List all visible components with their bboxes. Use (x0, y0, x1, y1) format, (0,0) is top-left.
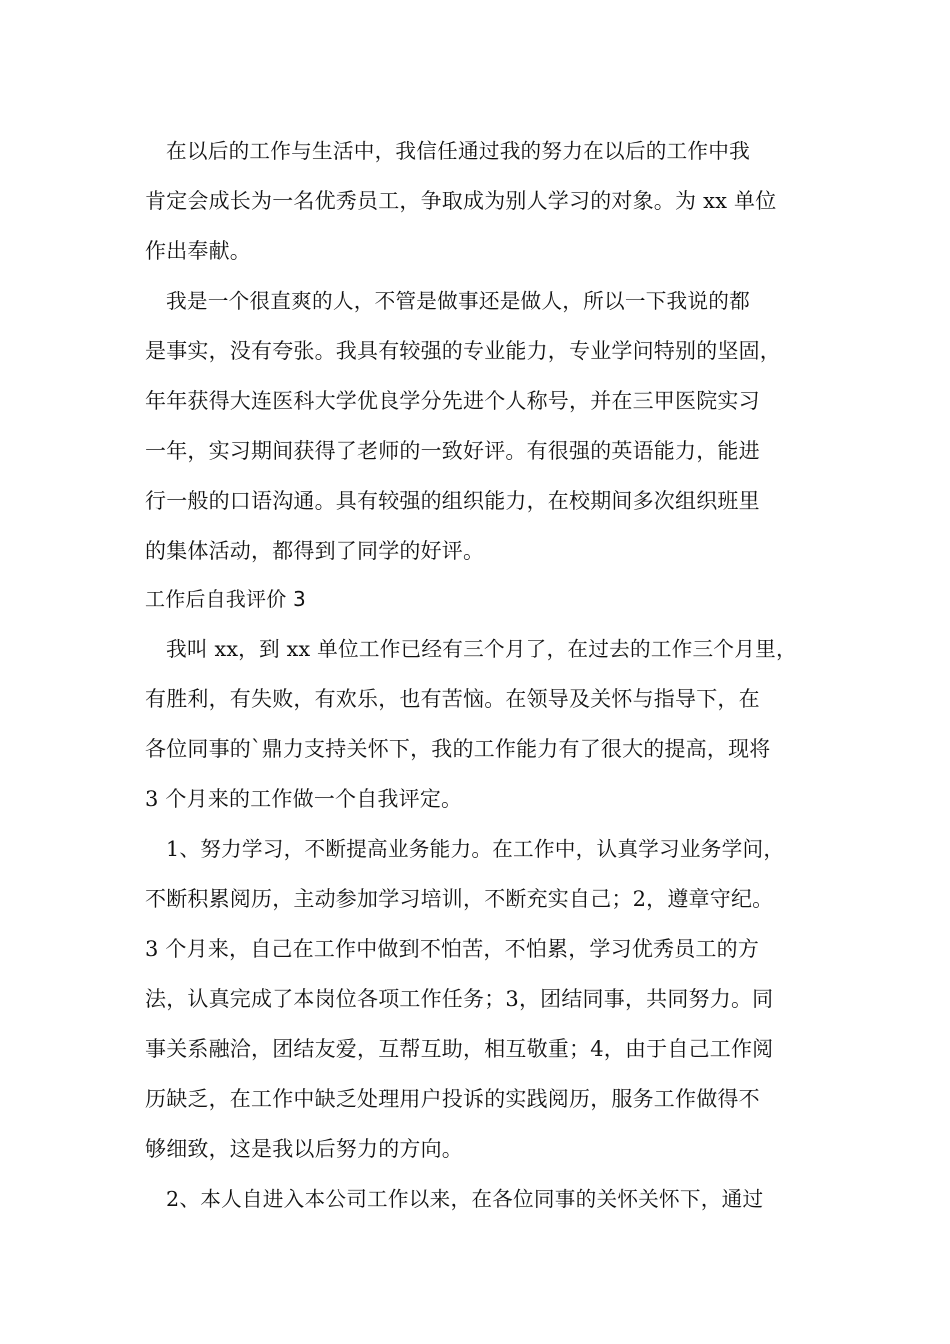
text-line: 作出奉献。 (145, 239, 251, 263)
text-line: 2、本人自进入本公司工作以来，在各位同事的关怀关怀下，通过 (166, 1187, 764, 1211)
text-line: 在以后的工作与生活中，我信任通过我的努力在以后的工作中我 (166, 139, 750, 163)
text-line: 历缺乏，在工作中缺乏处理用户投诉的实践阅历，服务工作做得不 (145, 1087, 760, 1111)
text-line: 有胜利，有失败，有欢乐，也有苦恼。在领导及关怀与指导下，在 (145, 687, 760, 711)
text-line: 法，认真完成了本岗位各项工作任务；3，团结同事，共同努力。同 (145, 987, 774, 1011)
text-line: 事关系融洽，团结友爱，互帮互助，相互敬重；4，由于自己工作阅 (145, 1037, 774, 1061)
section-heading: 工作后自我评价 3 (145, 587, 306, 611)
text-line: 是事实，没有夸张。我具有较强的专业能力，专业学问特别的坚固， (145, 339, 781, 363)
text-line: 1、努力学习，不断提高业务能力。在工作中，认真学习业务学问， (166, 837, 785, 861)
text-line: 肯定会成长为一名优秀员工，争取成为别人学习的对象。为 xx 单位 (145, 189, 777, 213)
text-line: 行一般的口语沟通。具有较强的组织能力，在校期间多次组织班里 (145, 489, 760, 513)
text-line: 3 个月来，自己在工作中做到不怕苦，不怕累，学习优秀员工的方 (145, 937, 760, 961)
text-line: 够细致，这是我以后努力的方向。 (145, 1137, 463, 1161)
text-line: 一年，实习期间获得了老师的一致好评。有很强的英语能力，能进 (145, 439, 760, 463)
text-line: 年年获得大连医科大学优良学分先进个人称号，并在三甲医院实习 (145, 389, 760, 413)
text-line: 3 个月来的工作做一个自我评定。 (145, 787, 463, 811)
text-line: 的集体活动，都得到了同学的好评。 (145, 539, 485, 563)
text-line: 我叫 xx，到 xx 单位工作已经有三个月了，在过去的工作三个月里， (166, 637, 797, 661)
text-line: 各位同事的`鼎力支持关怀下，我的工作能力有了很大的提高，现将 (145, 737, 771, 761)
text-line: 不断积累阅历，主动参加学习培训，不断充实自己；2，遵章守纪。 (145, 887, 774, 911)
text-line: 我是一个很直爽的人，不管是做事还是做人，所以一下我说的都 (166, 289, 750, 313)
